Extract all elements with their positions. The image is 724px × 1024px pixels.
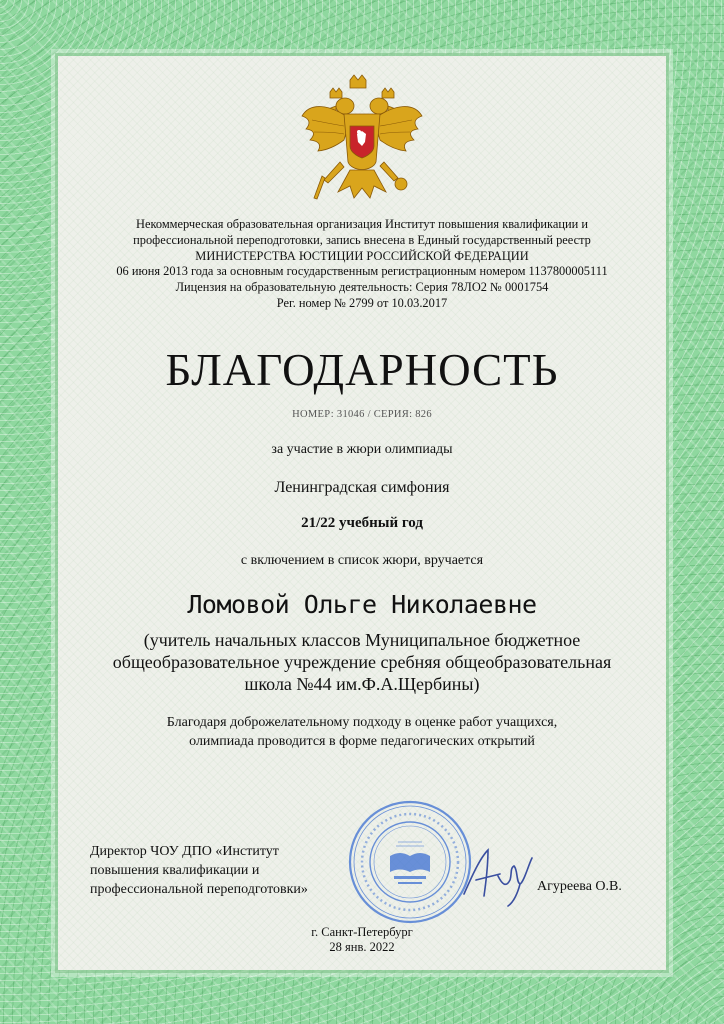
position-line: (учитель начальных классов Муниципальное бюджетное bbox=[143, 630, 581, 650]
recipient-name: Ломовой Ольге Николаевне bbox=[187, 590, 537, 619]
issue-city: г. Санкт-Петербург bbox=[311, 925, 413, 939]
director-title bbox=[90, 842, 350, 899]
recipient-position bbox=[80, 629, 644, 695]
awarded-text: с включением в список жюри, вручается bbox=[240, 553, 484, 568]
note-line: олимпиада проводится в форме педагогических открытий bbox=[189, 734, 535, 749]
note-line: Благодаря доброжелательному подходу в оценке работ учащихся, bbox=[166, 715, 558, 730]
position-line: школа №44 им.Ф.А.Щербины) bbox=[244, 674, 480, 694]
issue-date: 28 янв. 2022 bbox=[329, 940, 395, 954]
org-line: профессиональной переподготовки, запись внесена в Единый государственный реестр bbox=[133, 232, 591, 247]
school-year: 21/22 учебный год bbox=[301, 515, 423, 531]
org-line: МИНИСТЕРСТВА ЮСТИЦИИ РОССИЙСКОЙ ФЕДЕРАЦИИ bbox=[195, 248, 529, 263]
issue-place-date bbox=[200, 925, 524, 955]
gratitude-note bbox=[80, 713, 644, 751]
org-line: Некоммерческая образовательная организация Институт повышения квалификации и bbox=[136, 217, 588, 231]
organization-info bbox=[70, 217, 654, 312]
signer-name: Агуреева О.В. bbox=[537, 879, 622, 894]
director-signature bbox=[458, 836, 538, 908]
coat-of-arms-emblem bbox=[300, 74, 424, 209]
position-line: общеобразовательное учреждение сребняя общеобразовательная bbox=[112, 652, 612, 672]
award-reason: за участие в жюри олимпиады bbox=[271, 442, 453, 457]
director-line: Директор ЧОУ ДПО «Институт bbox=[90, 844, 279, 859]
official-stamp-seal bbox=[346, 798, 474, 926]
document-title: БЛАГОДАРНОСТЬ bbox=[165, 345, 559, 395]
org-line: Рег. номер № 2799 от 10.03.2017 bbox=[276, 295, 448, 310]
org-line: 06 июня 2013 года за основным государственным регистрационным номером 1137800005111 bbox=[116, 264, 608, 279]
olympiad-name: Ленинградская симфония bbox=[274, 479, 450, 496]
org-line: Лицензия на образовательную деятельность: Серия 78ЛО2 № 0001754 bbox=[175, 280, 549, 295]
director-line: повышения квалификации и bbox=[90, 863, 260, 878]
director-line: профессиональной переподготовки» bbox=[90, 882, 308, 897]
document-number: НОМЕР: 31046 / СЕРИЯ: 826 bbox=[292, 409, 432, 420]
